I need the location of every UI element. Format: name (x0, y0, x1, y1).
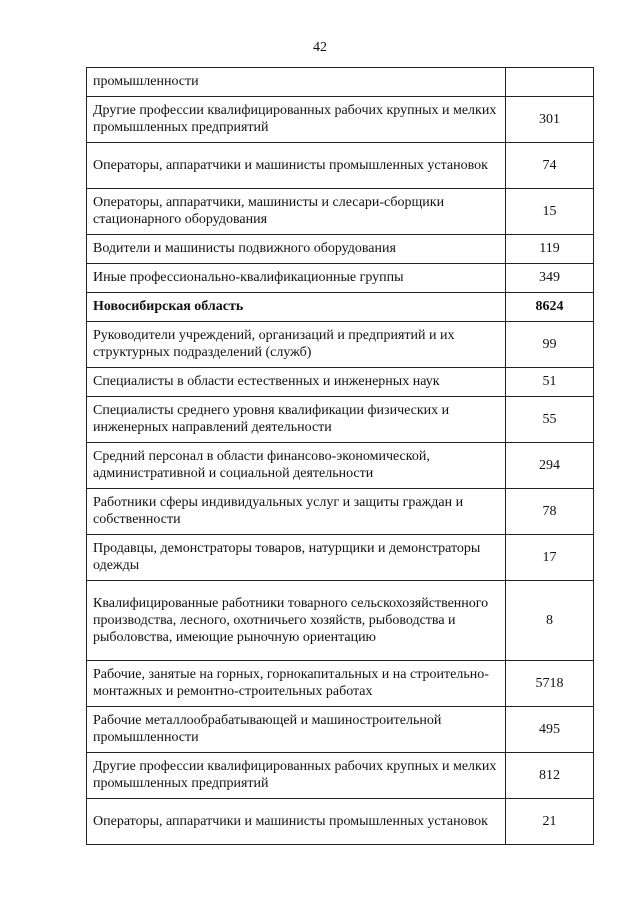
occupation-name-cell: Специалисты в области естественных и инженерных наук (87, 368, 506, 397)
occupation-name-cell: Операторы, аппаратчики и машинисты промышленных установок (87, 799, 506, 845)
count-cell: 55 (506, 397, 594, 443)
occupation-name-cell: Иные профессионально-квалификационные группы (87, 264, 506, 293)
occupation-name-cell: Работники сферы индивидуальных услуг и защиты граждан и собственности (87, 489, 506, 535)
count-cell: 812 (506, 753, 594, 799)
count-cell: 5718 (506, 661, 594, 707)
count-cell: 8624 (506, 293, 594, 322)
count-cell: 349 (506, 264, 594, 293)
occupation-name-cell: Продавцы, демонстраторы товаров, натурщики и демонстраторы одежды (87, 535, 506, 581)
occupation-name-cell: Специалисты среднего уровня квалификации физических и инженерных направлений деятельности (87, 397, 506, 443)
occupation-name-cell: Другие профессии квалифицированных рабочих крупных и мелких промышленных предприятий (87, 97, 506, 143)
table-row (87, 68, 594, 97)
count-cell: 21 (506, 799, 594, 845)
count-cell: 8 (506, 581, 594, 661)
data-table (86, 67, 594, 845)
occupation-name-cell: Рабочие металлообрабатывающей и машиностроительной промышленности (87, 707, 506, 753)
count-cell: 294 (506, 443, 594, 489)
count-cell: 495 (506, 707, 594, 753)
table-body (87, 68, 594, 845)
count-cell: 99 (506, 322, 594, 368)
table-row (87, 189, 594, 235)
occupation-name-cell: Другие профессии квалифицированных рабочих крупных и мелких промышленных предприятий (87, 753, 506, 799)
table-row (87, 535, 594, 581)
count-cell (506, 68, 594, 97)
occupation-name-cell: Операторы, аппаратчики и машинисты промышленных установок (87, 143, 506, 189)
table-row (87, 443, 594, 489)
count-cell: 301 (506, 97, 594, 143)
table-row (87, 489, 594, 535)
count-cell: 17 (506, 535, 594, 581)
table-row (87, 143, 594, 189)
table-row (87, 322, 594, 368)
count-cell: 78 (506, 489, 594, 535)
occupation-name-cell: Средний персонал в области финансово-экономической, административной и социальной деятельности (87, 443, 506, 489)
table-row (87, 753, 594, 799)
table-row (87, 661, 594, 707)
count-cell: 119 (506, 235, 594, 264)
table-row-region-total (87, 293, 594, 322)
table-row (87, 707, 594, 753)
page-number: 42 (313, 40, 327, 55)
count-cell: 15 (506, 189, 594, 235)
occupation-name-cell: Водители и машинисты подвижного оборудования (87, 235, 506, 264)
occupation-name-cell: промышленности (87, 68, 506, 97)
occupation-name-cell: Новосибирская область (87, 293, 506, 322)
table-row (87, 397, 594, 443)
occupation-name-cell: Рабочие, занятые на горных, горнокапитальных и на строительно-монтажных и ремонтно-строительных работах (87, 661, 506, 707)
count-cell: 74 (506, 143, 594, 189)
occupation-name-cell: Руководители учреждений, организаций и предприятий и их структурных подразделений (служб) (87, 322, 506, 368)
occupation-name-cell: Операторы, аппаратчики, машинисты и слесари-сборщики стационарного оборудования (87, 189, 506, 235)
table-row (87, 264, 594, 293)
table-row (87, 368, 594, 397)
count-cell: 51 (506, 368, 594, 397)
occupation-name-cell: Квалифицированные работники товарного сельскохозяйственного производства, лесного, охотничьего хозяйств, рыбоводства и рыболовства, имеющие рыночную ориентацию (87, 581, 506, 661)
table-row (87, 581, 594, 661)
table-row (87, 235, 594, 264)
table-row (87, 799, 594, 845)
table-row (87, 97, 594, 143)
